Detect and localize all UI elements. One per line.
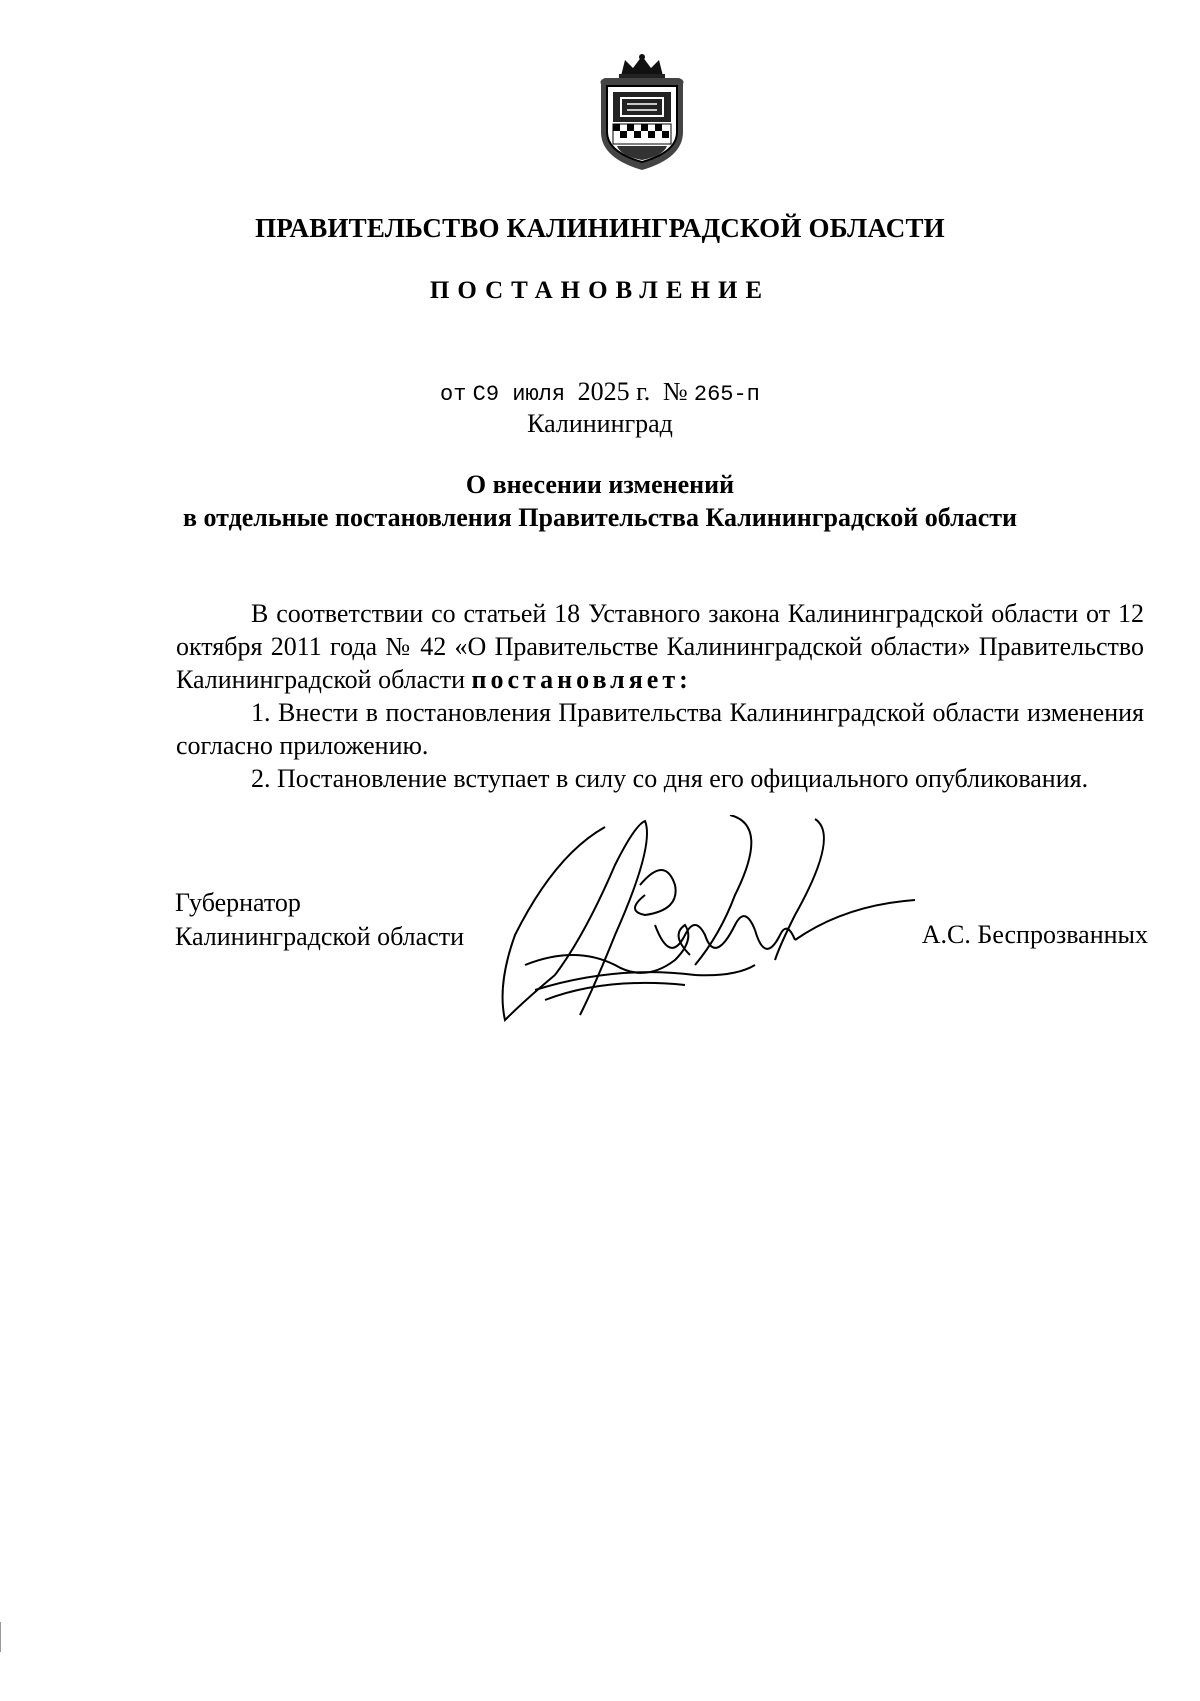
number-sign: № [662, 377, 688, 406]
signatory-title-line-1: Губернатор [175, 888, 301, 917]
preamble-paragraph [176, 597, 1144, 696]
preamble-text: В соответствии со статьей 18 Уставного закона Калининградской области от 12 октября 2011 года № 42 «О Правительстве Калининградской области» Правительство Калининградской области [176, 599, 1144, 694]
scan-edge-mark [0, 1622, 7, 1652]
signatory-title [175, 886, 464, 954]
subject-line-2: в отдельные постановления Правительства Калининградской области [182, 503, 1018, 532]
document-body [176, 597, 1144, 795]
subject-line-1: О внесении изменений [465, 470, 735, 499]
handwritten-signature-icon [495, 815, 925, 1027]
date-number-line [440, 377, 760, 407]
item-2: 2. Постановление вступает в силу со дня его официального опубликования. [251, 764, 1089, 793]
decree-word: постановляет: [471, 665, 692, 694]
signatory-title-line-2: Калининградской области [175, 922, 465, 951]
date-year: 2025 г. [577, 377, 651, 406]
date-prefix: от [440, 382, 467, 407]
document-type: ПОСТАНОВЛЕНИЕ [429, 277, 771, 304]
date-day-month: С9 июля [472, 382, 566, 407]
document-number: 265-п [693, 382, 760, 407]
signatory-name: А.С. Беспрозванных [921, 920, 1148, 949]
government-title: ПРАВИТЕЛЬСТВО КАЛИНИНГРАДСКОЙ ОБЛАСТИ [255, 213, 945, 243]
coat-of-arms-icon [591, 54, 693, 174]
item-1: 1. Внести в постановления Правительства Калининградской области изменения согласно приложению. [176, 698, 1144, 760]
document-subject [0, 468, 1200, 534]
city: Калининград [527, 409, 673, 438]
